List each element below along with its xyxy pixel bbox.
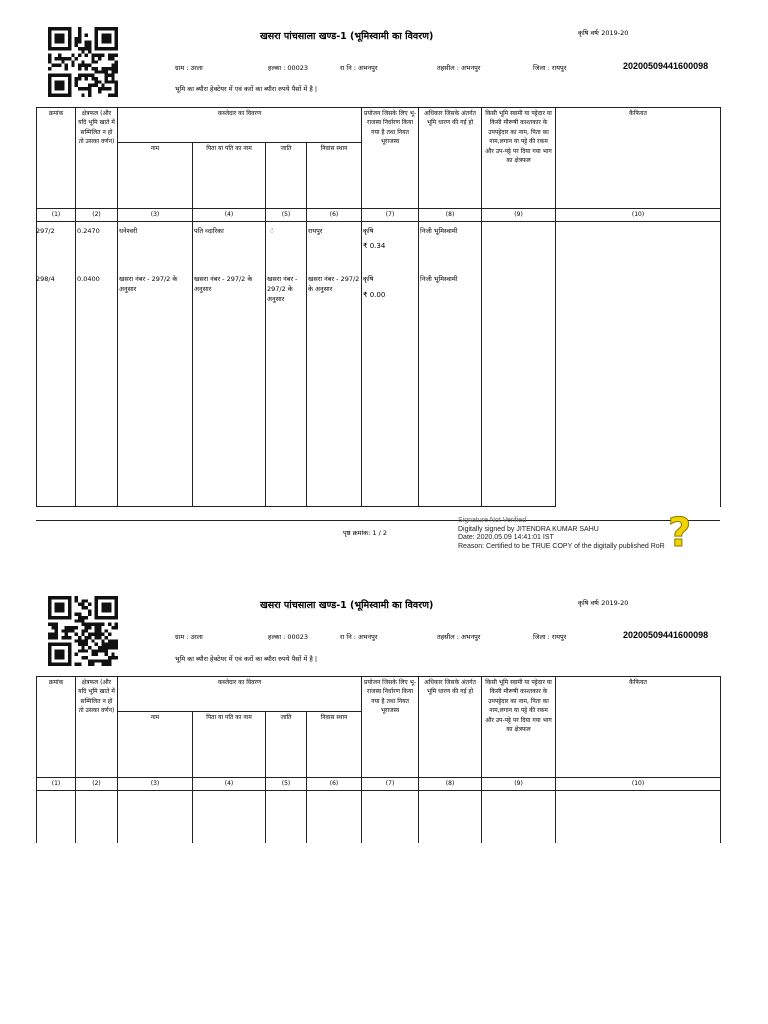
halka-label: हल्का : 00023: [268, 64, 309, 72]
area-value: 0.2470: [77, 227, 100, 235]
col-number: (9): [482, 778, 556, 791]
col-number: (10): [556, 778, 721, 791]
khasra-table: [36, 676, 721, 843]
document-id: 20200509441600098: [623, 630, 709, 640]
header-upapattedar: किसी भूमि स्वामी या पट्टेदार या किसी मौरूषी काश्तकार के उपपट्टेदार का नाम, पिता का नाम,लगान या पट्टे की रकम और उप-पट्टे पर दिया गया भाग का क्षेत्रफल: [482, 677, 556, 778]
header-jati: जाति: [266, 712, 307, 778]
page-title: खसरा पांचसाला खण्ड-1 (भूमिस्वामी का विवरण): [260, 600, 434, 611]
area-value: 0.0400: [77, 275, 100, 283]
col-number: (7): [362, 209, 419, 222]
krishi-varsh: कृषि वर्षः 2019-20: [578, 599, 629, 607]
header-adhikar: अधिकार जिसके अंतर्गत भूमि धारण की गई हो: [419, 677, 482, 778]
header-adhikar: अधिकार जिसके अंतर्गत भूमि धारण की गई हो: [419, 108, 482, 209]
col-number: (7): [362, 778, 419, 791]
col-number: (2): [76, 778, 118, 791]
signature-line: Digitally signed by JITENDRA KUMAR SAHU: [458, 525, 599, 533]
purpose: कृषि: [363, 227, 374, 235]
owner-name: खसरा नंबर - 297/2 के अनुसार: [119, 275, 178, 293]
col-number: (4): [193, 778, 266, 791]
header-naam: नाम: [118, 143, 193, 209]
tehsil-label: तहसील : अभनपुर: [437, 633, 481, 641]
units-note: भूमि का ब्यौरा हेक्टेयर में एवं करों का ब्यौरा रुपये पैसों में है |: [175, 85, 318, 93]
header-jati: जाति: [266, 143, 307, 209]
ownership-right: निजी भूमिस्वामी: [420, 275, 458, 283]
col-number: (6): [307, 209, 362, 222]
ra-ni-label: रा नि : अभनपुर: [340, 633, 378, 641]
header-niwas: निवास स्थान: [307, 712, 362, 778]
khasra-number: 297/2: [36, 227, 55, 235]
jila-label: जिला : रायपुर: [533, 633, 567, 641]
khasra-table: [36, 107, 721, 507]
purpose: कृषि: [363, 275, 374, 283]
header-kramank: क्रमांक: [37, 677, 76, 778]
header-prayojan: प्रयोजन जिसके लिए भू-राजस्व निर्धारण किया गया है तथा नियत भूराजस्व: [362, 677, 419, 778]
col-number: (1): [37, 778, 76, 791]
krishi-varsh: कृषि वर्षः 2019-20: [578, 29, 629, 37]
page-number: पृष्ठ क्रमांक: 1 / 2: [343, 529, 387, 537]
father-husband-name: पति व्दारिका: [194, 227, 224, 235]
page-title: खसरा पांचसाला खण्ड-1 (भूमिस्वामी का विवरण): [260, 31, 434, 42]
signature-status: Signature Not Verified: [458, 517, 527, 524]
header-upapattedar: किसी भूमि स्वामी या पट्टेदार या किसी मौरूषी काश्तकार के उपपट्टेदार का नाम, पिता का नाम,लगान या पट्टे की रकम और उप-पट्टे पर दिया गया भाग का क्षेत्रफल: [482, 108, 556, 209]
col-number: (8): [419, 209, 482, 222]
header-kramank: क्रमांक: [37, 108, 76, 209]
col-number: (1): [37, 209, 76, 222]
col-number: (3): [118, 209, 193, 222]
col-number: (10): [556, 209, 721, 222]
col-number: (5): [266, 209, 307, 222]
land-revenue: ₹ 0.34: [363, 242, 386, 250]
table-body: [37, 791, 721, 843]
col-number: (3): [118, 778, 193, 791]
header-kabjedar: कब्जेदार का विवरण: [118, 677, 362, 712]
father-husband-name: खसरा नंबर - 297/2 के अनुसार: [194, 275, 253, 293]
header-niwas: निवास स्थान: [307, 143, 362, 209]
gram-label: ग्राम : उरला: [175, 633, 203, 641]
header-prayojan: प्रयोजन जिसके लिए भू-राजस्व निर्धारण किया गया है तथा नियत भूराजस्व: [362, 108, 419, 209]
col-number: (6): [307, 778, 362, 791]
caste: खसरा नंबर - 297/2 के अनुसार: [267, 275, 298, 303]
header-kabjedar: कब्जेदार का विवरण: [118, 108, 362, 143]
signature-line: Reason: Certified to be TRUE COPY of the digitally published RoR: [458, 542, 665, 550]
table-body: [37, 222, 721, 507]
qr-code-icon: [48, 27, 118, 97]
signature-unverified-icon: ?: [668, 510, 692, 556]
jila-label: जिला : रायपुर: [533, 64, 567, 72]
document-id: 20200509441600098: [623, 61, 709, 71]
header-kshetrafal: क्षेत्रफल (और यदि भूमि खाते में सम्मिलित न हो तो उसका वर्णन): [76, 677, 118, 778]
caste: ं: [270, 227, 274, 235]
units-note: भूमि का ब्यौरा हेक्टेयर में एवं करों का ब्यौरा रुपये पैसों में है |: [175, 655, 318, 663]
header-kaifiyat: कैफियत: [556, 108, 721, 209]
header-naam: नाम: [118, 712, 193, 778]
khasra-number: 298/4: [36, 275, 55, 283]
owner-name: धनेश्वरी: [119, 227, 138, 235]
header-pita: पिता या पति का नाम: [193, 712, 266, 778]
qr-code-icon: [48, 596, 118, 666]
col-number: (5): [266, 778, 307, 791]
halka-label: हल्का : 00023: [268, 633, 309, 641]
ra-ni-label: रा नि : अभनपुर: [340, 64, 378, 72]
tehsil-label: तहसील : अभनपुर: [437, 64, 481, 72]
col-number: (2): [76, 209, 118, 222]
residence: रायपुर: [308, 227, 323, 235]
header-kshetrafal: क्षेत्रफल (और यदि भूमि खाते में सम्मिलित न हो तो उसका वर्णन): [76, 108, 118, 209]
land-revenue: ₹ 0.00: [363, 291, 386, 299]
gram-label: ग्राम : उरला: [175, 64, 203, 72]
residence: खसरा नंबर - 297/2 के अनुसार: [308, 275, 360, 293]
col-number: (9): [482, 209, 556, 222]
col-number: (8): [419, 778, 482, 791]
header-kaifiyat: कैफियत: [556, 677, 721, 778]
col-number: (4): [193, 209, 266, 222]
signature-line: Date: 2020.05.09 14:41:01 IST: [458, 534, 554, 541]
ownership-right: निजी भूमिस्वामी: [420, 227, 458, 235]
header-pita: पिता या पति का नाम: [193, 143, 266, 209]
